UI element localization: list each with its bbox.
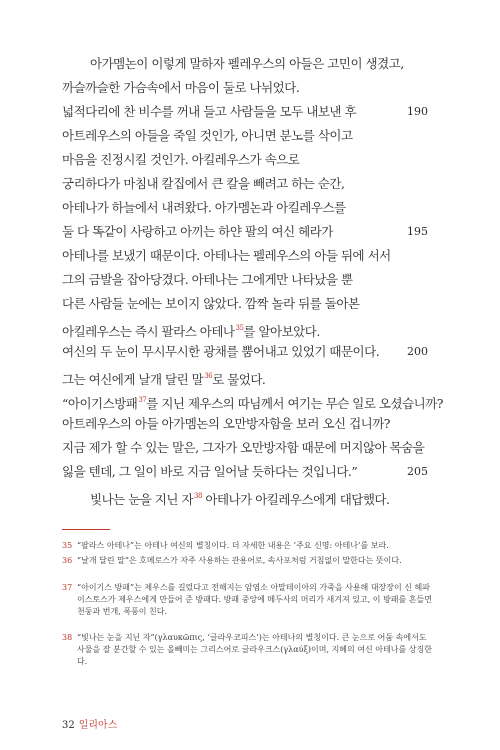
- verse-text-continued: 로 물었다.: [212, 372, 266, 387]
- verse-line: [62, 200, 402, 216]
- verse-text-continued: 를 지닌 제우스의 따님께서 여기는 무슨 일로 오셨습니까?: [146, 396, 444, 411]
- line-number: 205: [407, 465, 428, 478]
- verse-line: [62, 320, 402, 340]
- footnote-ref[interactable]: 36: [204, 372, 213, 380]
- footnote-number: 37: [62, 583, 73, 592]
- verse-text: 잃을 텐데, 그 일이 바로 지금 일어날 듯하다는 것입니다.”: [62, 464, 358, 479]
- verse-text: 궁리하다가 마침내 칼집에서 큰 칼을 빼려고 하는 순간,: [62, 176, 345, 191]
- verse-text: “아이기스방패: [62, 396, 138, 411]
- footnote: [62, 582, 432, 618]
- verse-line: [62, 224, 402, 240]
- verse-text: 아가멤논이 이렇게 말하자 펠레우스의 아들은 고민이 생겼고,: [90, 56, 404, 71]
- verse-line: [62, 80, 402, 96]
- verse-line: [62, 104, 402, 120]
- verse-text: 아테나가 하늘에서 내려왔다. 아가멤논과 아킬레우스를: [62, 200, 346, 215]
- verse-text: 여신의 두 눈이 무시무시한 광채를 뿜어내고 있었기 때문이다.: [62, 344, 380, 359]
- verse-text: 마음을 진정시킬 것인가. 아킬레우스가 속으로: [62, 152, 300, 167]
- footnote-ref[interactable]: 35: [235, 324, 244, 332]
- verse-text: 지금 제가 할 수 있는 말은, 그자가 오만방자함 때문에 머지않아 목숨을: [62, 440, 425, 455]
- verse-line: [62, 368, 402, 388]
- verse-line: [62, 296, 402, 312]
- footnote-number: 38: [62, 633, 73, 642]
- footnote-text: “빛나는 눈을 지닌 자”(γλαυκῶπις, ‘글라우코피스’)는 아테나의 별칭이다. 큰 눈으로 어둠 속에서도 사물을 잘 분간할 수 있는 올빼미는 그리스어로 글라우크스(γλαύξ)이며, 지혜의 여신 아테나를 상징한다.: [77, 633, 432, 666]
- verse-text: 둘 다 똑같이 사랑하고 아끼는 하얀 팔의 여신 헤라가: [62, 224, 333, 239]
- verse-text: 까슬까슬한 가슴속에서 마음이 둘로 나뉘었다.: [62, 80, 300, 95]
- verse-text: 아테나를 보냈기 때문이다. 아테나는 펠레우스의 아들 뒤에 서서: [62, 248, 391, 263]
- book-title: 일리아스: [78, 720, 118, 731]
- verse-text: 그는 여신에게 날개 달린 말: [62, 372, 204, 387]
- footnote: [62, 540, 432, 552]
- verse-text: 넓적다리에 찬 비수를 꺼내 들고 사람들을 모두 내보낸 후: [62, 104, 357, 119]
- verse-line: [62, 176, 402, 192]
- footnote-text: “팔라스 아테나”는 아테나 여신의 별칭이다. 더 자세한 내용은 ‘주요 신명: 아테나’를 보라.: [77, 541, 389, 550]
- footnote-text: “날개 달린 말”은 호메로스가 자주 사용하는 관용어로, 속사포처럼 거침없이 말한다는 뜻이다.: [77, 556, 402, 565]
- verse-line: [62, 440, 425, 456]
- page-footer: [62, 716, 117, 731]
- line-number: 195: [407, 225, 428, 238]
- verse-line: [62, 248, 402, 264]
- footnote: [62, 555, 432, 567]
- verse-line: [62, 464, 402, 480]
- verse-text: 그의 금발을 잡아당겼다. 아테나는 그에게만 나타났을 뿐: [62, 272, 353, 287]
- verse-text: 아트레우스의 아들 아가멤논의 오만방자함을 보러 오신 겁니까?: [62, 416, 390, 431]
- footnote-ref[interactable]: 38: [194, 492, 202, 500]
- verse-text-continued: 를 알아보았다.: [243, 324, 320, 339]
- line-number: 190: [407, 105, 428, 118]
- footnote: [62, 632, 432, 668]
- verse-text: 다른 사람들 눈에는 보이지 않았다. 깜짝 놀라 뒤를 돌아본: [62, 296, 360, 311]
- line-number: 200: [407, 345, 428, 358]
- verse-line: [62, 272, 402, 288]
- footnote-divider: [62, 529, 110, 530]
- footnote-ref[interactable]: 37: [138, 396, 147, 404]
- verse-line: [62, 152, 402, 168]
- verse-line: [62, 392, 444, 412]
- footnote-number: 35: [62, 541, 73, 550]
- verse-text: 아킬레우스는 즉시 팔라스 아테나: [62, 324, 235, 339]
- verse-text: 아트레우스의 아들을 죽일 것인가, 아니면 분노를 삭이고: [62, 128, 353, 143]
- verse-line: [62, 128, 402, 144]
- verse-text-continued: 아테나가 아킬레우스에게 대답했다.: [201, 492, 390, 507]
- verse-text: 빛나는 눈을 지닌 자: [90, 492, 194, 507]
- footnote-text: “아이기스 방패”는 제우스를 길렀다고 전해지는 암염소 아말테이아의 가죽을 사용해 대장장이 신 헤파이스토스가 제우스에게 만들어 준 방패다. 방패 중앙에 메두사의 머리가 새겨져 있고, 이 방패를 흔들면 천둥과 번개, 폭풍이 친다.: [77, 583, 432, 616]
- footnote-number: 36: [62, 556, 73, 565]
- verse-line: [90, 488, 430, 508]
- verse-line: [62, 344, 402, 360]
- verse-line: [90, 56, 430, 72]
- page-number: 32: [62, 720, 75, 731]
- verse-line: [62, 416, 402, 432]
